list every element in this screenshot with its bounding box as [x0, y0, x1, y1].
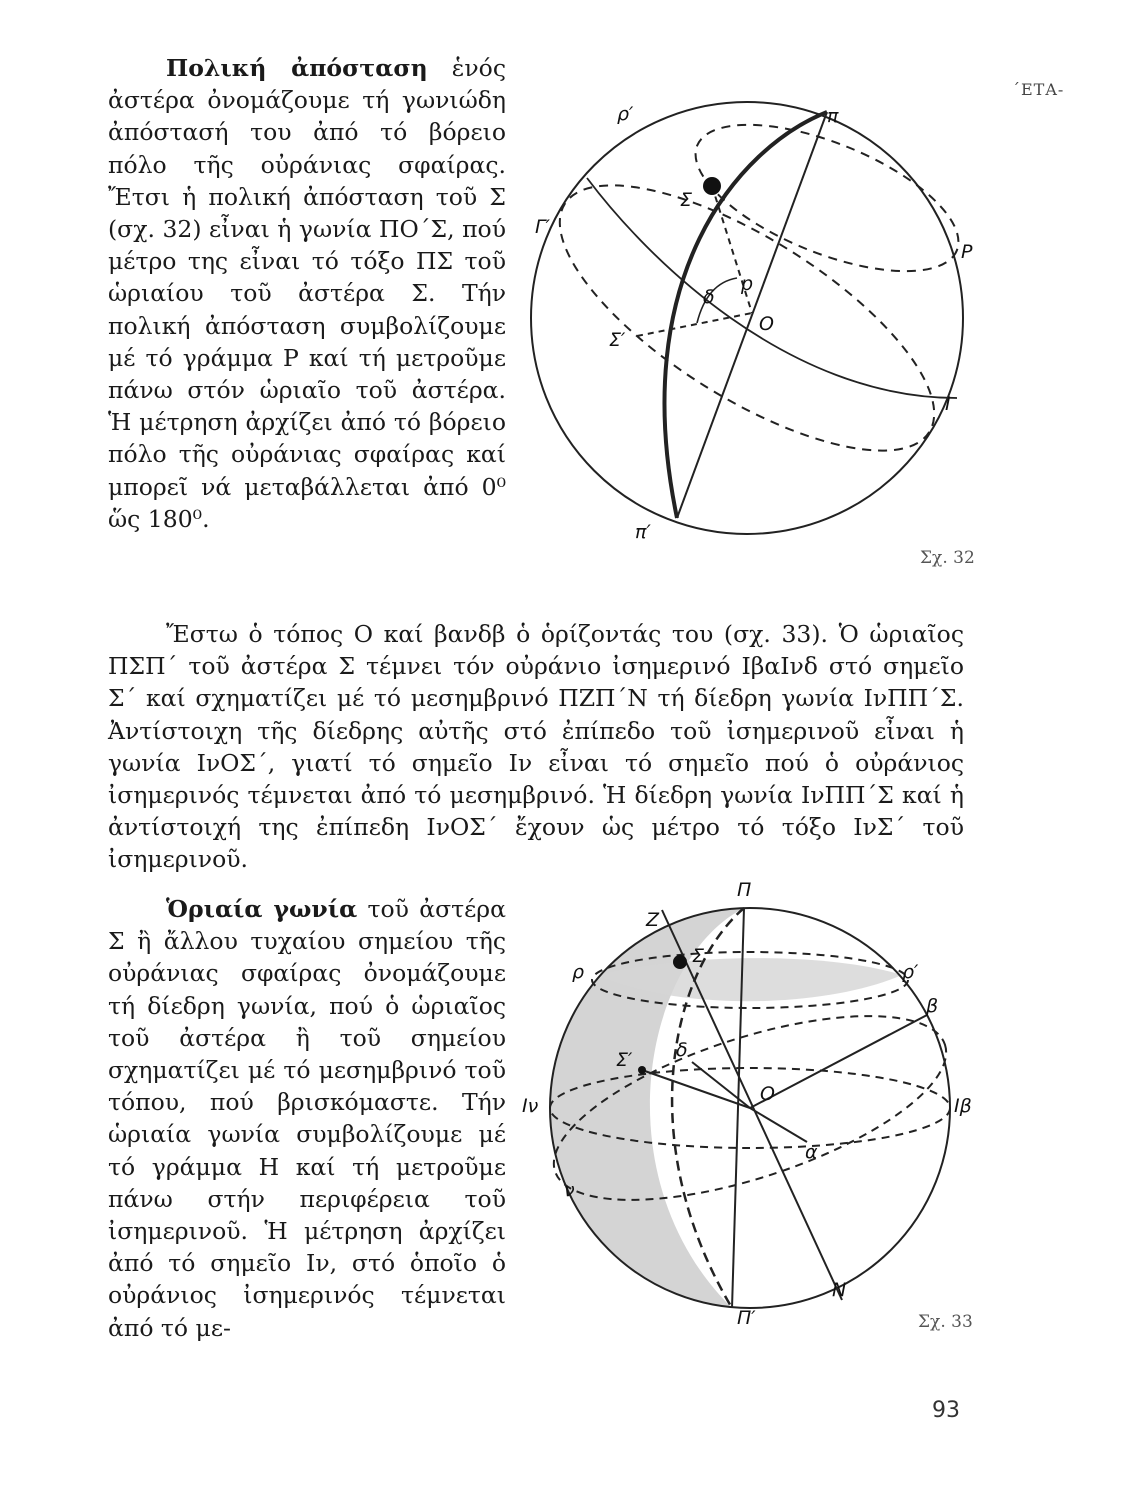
label-delta: δ: [676, 1039, 688, 1061]
paragraph-text: Ἔστω ὁ τόπος Ο καί βανδβ ὁ ὁρίζοντάς του (σχ. 33). Ὁ ὡριαῖος ΠΣΠ΄ τοῦ ἀστέρα Σ τέμνει τόν οὐράνιο ἰσημερινό ΙβαΙνδ στό σημεῖο Σ΄ καί σχηματίζει μέ τό μεσημβρινό ΠΖΠ΄Ν τή δίεδρη γωνία ΙνΠΠ΄Σ. Ἀντίστοιχη τῆς δίεδρης αὐτῆς στό ἐπίπεδο τοῦ ἰσημερινοῦ εἶναι ἡ γωνία ΙνΟΣ΄, γιατί τό σημεῖο Ιν εἶναι τό σημεῖο πού ὁ οὐράνιος ἰσημερινός τέμνεται ἀπό τό μεσημβρινό. Ἡ δίεδρη γωνία ΙνΠΠ΄Σ καί ἡ ἀντίστοιχή της ἐπίπεδη ΙνΟΣ΄ ἔχουν ὡς μέτρο τό τόξο ΙνΣ΄ τοῦ ἰσημερινοῦ.: [108, 620, 964, 874]
radius-a: [750, 1108, 807, 1142]
paragraph-text: ἑνός ἀστέρα ὀνομάζουμε τή γωνιώδη ἀπόστασή του ἀπό τό βόρειο πόλο τῆς οὐράνιας σφαίρας. Ἔτσι ἡ πολική ἀπόσταση τοῦ Σ (σχ. 32) εἶναι ἡ γωνία ΠΟ΄Σ, πού μέτρο της εἶναι τό τόξο ΠΣ τοῦ ὡριαίου τοῦ ἀστέρα Σ. Τήν πολική ἀπόσταση συμβολίζουμε μέ τό γράμμα Ρ καί τή μετροῦμε πάνω στόν ὡριαῖο τοῦ ἀστέρα. Ἡ μέτρηση ἀρχίζει ἀπό τό βόρειο πόλο τῆς οὐράνιας σφαίρας καί μπορεῖ νά μεταβάλλεται ἀπό 0⁰ ὥς 180⁰.: [108, 54, 506, 533]
label-a: α: [805, 1141, 818, 1163]
page-number: 93: [932, 1398, 960, 1423]
star-sigma-point: [703, 177, 721, 195]
label-sigma: Σ: [692, 945, 705, 967]
figure-33-caption: Σχ. 33: [918, 1312, 973, 1332]
meridian-arc: [587, 178, 957, 398]
label-pi-prime: π′: [635, 521, 651, 543]
label-Z: Z: [646, 909, 660, 931]
label-O: O: [760, 1083, 775, 1105]
label-O: O: [759, 313, 774, 335]
point-sigma-prime: [638, 1066, 646, 1074]
paragraph-polar-distance: [108, 52, 506, 535]
figure-32-celestial-sphere: [527, 98, 973, 543]
label-delta: δ: [703, 286, 715, 308]
radius-beta: [750, 1015, 927, 1108]
label-gamma-prime: Γ′: [535, 216, 550, 238]
label-Ib: Iβ: [954, 1095, 972, 1117]
label-In: Iν: [522, 1095, 539, 1117]
paragraph-text: τοῦ ἀστέρα Σ ἢ ἄλλου τυχαίου σημείου τῆς οὐράνιας σφαίρας ὀνομάζουμε τή δίεδρη γωνία, πού ὁ ὡριαῖος τοῦ ἀστέρα ἢ τοῦ σημείου σχηματίζει μέ τό μεσημβρινό τοῦ τόπου, πού βρισκόμαστε. Τήν ὡριαία γωνία συμβολίζουμε μέ τό γράμμα Η καί τή μετροῦμε πάνω στήν περιφέρεια τοῦ ἰσημερινοῦ. Ἡ μέτρηση ἀρχίζει ἀπό τό σημεῖο Ιν, στό ὁποῖο ὁ οὐράνιος ἰσημερινός τέμνεται ἀπό τό με-: [108, 895, 506, 1342]
term-polar-distance: Πολική ἀπόσταση: [166, 54, 428, 82]
label-sigma-prime: Σ′: [609, 329, 626, 351]
label-sigma: Σ: [680, 189, 693, 211]
paragraph-hour-angle: [108, 893, 506, 1344]
label-rho-prime: ρ′: [902, 961, 919, 983]
label-N: Ν: [832, 1279, 847, 1301]
label-pi: Π: [737, 879, 752, 901]
equator-circle: [522, 136, 971, 500]
label-rho-prime: ρ′: [617, 103, 634, 125]
term-hour-angle: Ὁριαία γωνία: [166, 895, 358, 923]
label-sigma-prime: Σ′: [616, 1049, 633, 1071]
label-n: ν: [564, 1179, 575, 1201]
label-p: p: [741, 273, 754, 295]
star-radius: [642, 1070, 750, 1108]
label-rho: ρ: [572, 961, 585, 983]
label-pi-prime: Π′: [737, 1307, 756, 1329]
cut-off-text: ´ΕΤΑ-: [1012, 80, 1065, 99]
paragraph-example: [108, 618, 964, 876]
label-pi: π: [827, 105, 839, 127]
figure-32-caption: Σχ. 32: [920, 548, 975, 568]
label-P: P: [961, 241, 973, 263]
label-I: I: [945, 393, 951, 415]
radius-sigma-prime: [637, 313, 752, 336]
star-sigma-point: [673, 955, 687, 969]
label-beta: β: [926, 995, 939, 1017]
